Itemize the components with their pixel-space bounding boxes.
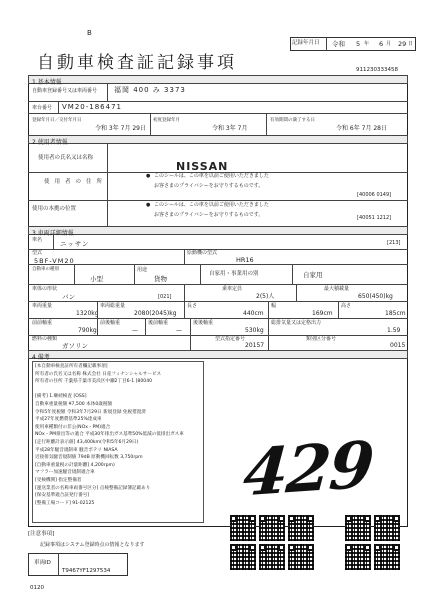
first-year-value: 令和 3年 7月 (212, 125, 248, 132)
type-approval-value: 20157 (245, 342, 265, 349)
rear-front-axle-label: 後前軸重 (148, 320, 169, 326)
chassis-value: VM20-186471 (62, 103, 122, 111)
maxload-value: 650(450)kg (358, 293, 393, 300)
bullet-1: ● (146, 173, 151, 179)
document-number: 911230333458 (356, 67, 398, 73)
first-reg-label: 登録年月日／交付年月日 (32, 118, 82, 123)
qr-code-3 (288, 515, 314, 541)
remarks-line: 平成27年度燃費基準25%達成車 (35, 417, 102, 423)
maker-code: [213] (387, 240, 401, 246)
section-remarks: 4.備考 (28, 350, 408, 359)
rear-front-axle-value: — (176, 327, 182, 334)
privacy-seal-line1: このシールは、この車を以前ご使用いただきました (154, 173, 269, 179)
qr-code-10 (374, 544, 400, 570)
section-basic-info: 1.基本情報 (28, 75, 408, 84)
first-reg-value: 令和 3年 7月 29日 (95, 125, 146, 132)
privacy-seal-line3: このシールは、この車を以前ご使用いただきました (154, 202, 269, 208)
mark-b: B (87, 29, 92, 37)
model-label: 型式 (32, 250, 43, 256)
expiry-label: 有効期間の満了する日 (270, 118, 315, 123)
privacy-seal-line4: お客さまのプライバシーをお守りするものです。 (154, 212, 264, 218)
remarks-line: 自動車重量税額 ¥7,500 本体0歳税額 (35, 401, 113, 407)
nissan-logo: NISSAN (176, 160, 229, 173)
reg-number-label: 自動車登録番号又は車両番号 (32, 88, 98, 94)
length-value: 440cm (243, 310, 264, 317)
vehicle-id-value: T9467YF1297534 (62, 568, 111, 574)
remarks-line: [自動車重量税の計量距離] 4,200rpm) (35, 462, 115, 468)
chassis-label: 車台番号 (32, 105, 53, 111)
height-value: 185cm (385, 310, 406, 317)
remarks-line: [受検機関] 指定整備者 (35, 477, 82, 483)
section-user-info: 2.使用者情報 (28, 135, 408, 144)
capacity-label: 乗車定員 (222, 286, 243, 292)
use-label: 用途 (137, 267, 148, 273)
remarks-line: マフラー加速騒音規制適合車 (35, 470, 95, 476)
qr-code-5 (374, 515, 400, 541)
record-date-month: 6 (379, 40, 384, 48)
length-label: 長さ (187, 303, 198, 309)
remarks-line: [備考] 1.継続検査 [OSS] (35, 394, 87, 400)
model-value: 5BF-VM20 (34, 257, 75, 265)
shape-label: 車体の形状 (32, 286, 58, 292)
fuel-label: 燃料の種類 (32, 336, 58, 342)
type-approval-label: 型式指定番号 (215, 336, 246, 342)
record-date-year: 5 (356, 40, 361, 48)
remarks-line (35, 386, 203, 394)
address-code-1: [40006 0149] (357, 192, 392, 198)
qr-code-4 (345, 515, 371, 541)
section-vehicle-details: 3.車両詳細情報 (28, 226, 408, 235)
remarks-line: [保安基準適合証発行番号] (35, 493, 90, 499)
privacy-seal-line2: お客さまのプライバシーをお守りするものです。 (154, 183, 264, 189)
remarks-line: NOx・PM排出等の適合 平成30年排出ガス基準50%低減の低排出ガス車 (35, 432, 184, 438)
bullet-2: ● (146, 202, 151, 208)
gross-weight-value: 2080(2045)kg (134, 310, 177, 317)
rear-rear-axle-label: 後後軸重 (193, 320, 214, 326)
front-axle-value: 790kg (78, 327, 97, 334)
notice-title: [注意事項] (28, 531, 55, 537)
remarks-line: 所有者の住所 千葉県千葉市美浜区中瀬2丁目6-1 [80040 (35, 379, 153, 385)
first-year-label: 初度登録年月 (153, 118, 180, 123)
notice-line: 記録事項はシステム登録時点の情報となります (40, 542, 145, 548)
displacement-label: 総排気量又は定格出力 (271, 320, 322, 326)
page-code: 0120 (30, 585, 44, 591)
height-label: 高さ (341, 303, 352, 309)
kind-label: 自動車の種別 (32, 267, 59, 272)
engine-label: 原動機の型式 (187, 250, 218, 256)
qr-code-6 (230, 544, 256, 570)
remarks-line: [運送業者の名称車両番号区分] 点検整備記録簿記載あり (35, 485, 151, 491)
remarks-line: [整備工場コード] 91-02125 (35, 500, 95, 506)
category-label: 類別区分番号 (306, 336, 337, 342)
user-address-label: 使用者の住所 (44, 179, 108, 185)
address-code-2: [40051 1212] (357, 215, 392, 221)
reg-number-value: 福岡 400 み 3373 (114, 86, 186, 94)
qr-code-9 (345, 544, 371, 570)
remarks-line: 所有者の氏名又は名称 株式会社 日産フィナンシャルサービス (35, 371, 162, 377)
vehicle-id-label: 車両ID (34, 560, 51, 566)
rear-rear-axle-value: 530kg (245, 327, 264, 334)
qr-code-7 (259, 544, 285, 570)
width-value: 169cm (312, 310, 333, 317)
front-rear-axle-value: — (132, 327, 138, 334)
user-base-label: 使用の本拠の位置 (32, 206, 77, 212)
remarks-line: [走行距離計表示値] 43,400km(令和5年6月29日) (35, 439, 139, 445)
weight-label: 車両重量 (32, 303, 53, 309)
maxload-label: 最大積載量 (324, 286, 350, 292)
width-label: 幅 (271, 303, 277, 309)
shape-value: バン (62, 293, 75, 301)
remarks-line: [本自動車検査証所有者欄記載事項] (35, 364, 108, 369)
business-label: 自家用・事業用の別 (209, 271, 259, 277)
remarks-notes (35, 363, 203, 507)
qr-code-8 (288, 544, 314, 570)
engine-value: HR16 (236, 256, 254, 264)
qr-code-2 (259, 515, 285, 541)
expiry-value: 令和 6年 7月 28日 (336, 125, 387, 132)
maker-value: ニッサン (60, 240, 90, 248)
remarks-line: 近接排気騒音規制値 79dB 原動機回転数 3,750rpm (35, 455, 143, 461)
remarks-line: 令和5年度税額 令和3年7月29日 新規登録 免税措置済 (35, 409, 146, 415)
use-value: 貨物 (154, 275, 167, 283)
front-axle-label: 前前軸重 (32, 320, 53, 326)
gross-weight-label: 車両総重量 (100, 303, 126, 309)
record-date-day: 29 (398, 40, 407, 48)
remarks-line: 使用車種類付の非公(NOx・PM)適合 (35, 424, 111, 430)
remarks-line: 平成28年騒音規制車 騒音ボテリ NIASA (35, 447, 118, 453)
business-value: 自家用 (303, 271, 323, 279)
record-date-era: 令和 (332, 40, 345, 48)
user-name-label: 使用者の氏名又は名称 (38, 155, 94, 161)
weight-value: 1320kg (76, 310, 99, 317)
shape-code: [021] (158, 294, 172, 300)
document-title: 自動車検査証記録事項 (37, 53, 237, 73)
qr-code-1 (230, 515, 256, 541)
category-value: 0015 (390, 342, 406, 349)
handwritten-number: 429 (240, 427, 375, 512)
capacity-value: 2(5)人 (256, 293, 275, 300)
kind-value: 小型 (90, 275, 103, 283)
maker-label: 車名 (32, 237, 43, 243)
fuel-value: ガソリン (62, 342, 88, 350)
record-date-label: 記録年月日 (292, 40, 320, 46)
displacement-value: 1.59 (387, 327, 401, 334)
front-rear-axle-label: 前後軸重 (100, 320, 121, 326)
